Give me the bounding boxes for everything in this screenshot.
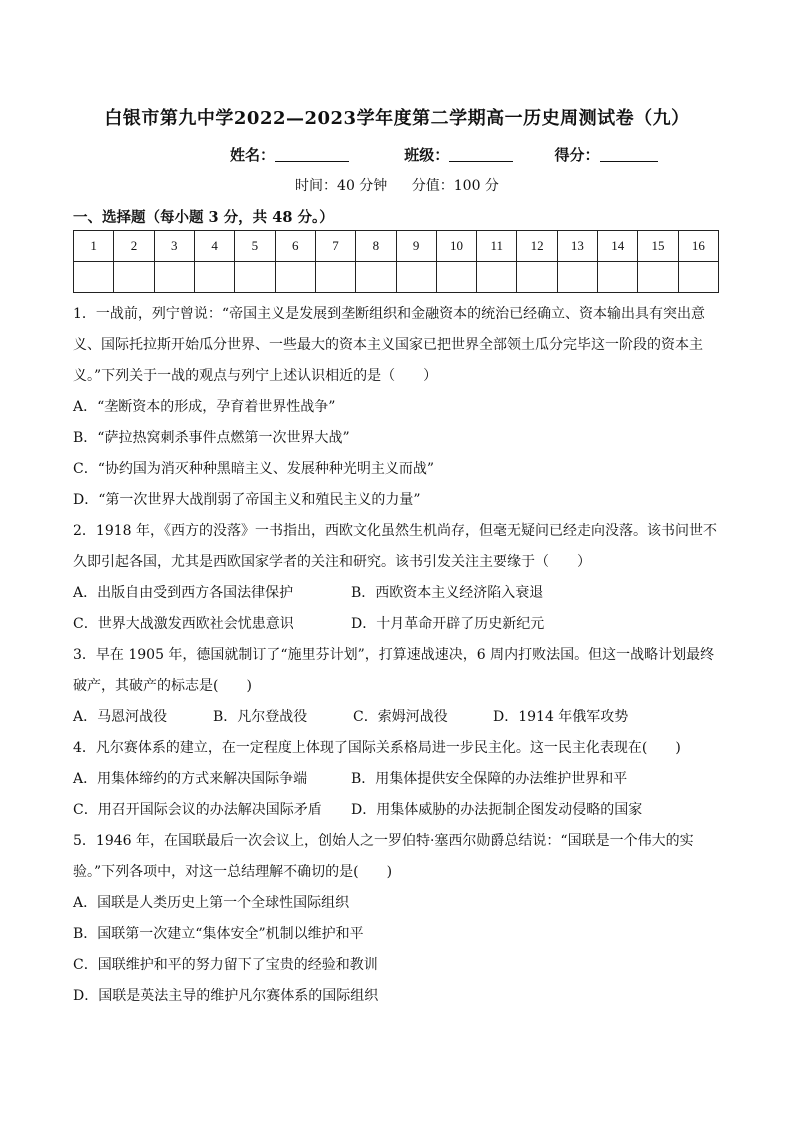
answer-number-cell: 14 [598, 231, 638, 262]
option-b[interactable]: B．“萨拉热窝刺杀事件点燃第一次世界大战” [73, 430, 350, 446]
answer-blank-cell[interactable] [678, 262, 718, 293]
answer-blank-cell[interactable] [356, 262, 396, 293]
answer-number-cell: 8 [356, 231, 396, 262]
answer-number-cell: 12 [517, 231, 557, 262]
answer-blank-row [74, 262, 719, 293]
option-a[interactable]: A．“垄断资本的形成，孕育着世界性战争” [73, 399, 336, 415]
question-stem: 5．1946 年，在国联最后一次会议上，创始人之一罗伯特·塞西尔勋爵总结说：“国联是一个伟大的实验。”下列各项中，对这一总结理解不确切的是( ) [73, 833, 694, 880]
option-row [73, 702, 723, 733]
option-a[interactable]: A．出版自由受到西方各国法律保护 [73, 585, 294, 601]
name-blank[interactable] [275, 148, 349, 162]
option-b[interactable]: B．凡尔登战役 [213, 709, 308, 725]
name-label: 姓名： [230, 146, 276, 164]
answer-blank-cell[interactable] [396, 262, 436, 293]
question-stem: 2．1918 年，《西方的没落》一书指出，西欧文化虽然生机尚存，但毫无疑问已经走向没落。该书问世不久即引起各国，尤其是西欧国家学者的关注和研究。该书引发关注主要缘于（ ） [73, 523, 717, 570]
time-text: 时间：40 分钟 [295, 178, 388, 194]
name-field [230, 144, 349, 165]
class-blank[interactable] [449, 148, 513, 162]
question-2 [73, 516, 723, 640]
exam-title: 白银市第九中学2022—2023学年度第二学期高一历史周测试卷（九） [104, 108, 690, 129]
answer-number-cell: 5 [235, 231, 275, 262]
score-blank[interactable] [600, 148, 658, 162]
option-b[interactable]: B．西欧资本主义经济陷入衰退 [351, 585, 544, 601]
option-d[interactable]: D．“第一次世界大战削弱了帝国主义和殖民主义的力量” [73, 492, 421, 508]
option-b[interactable]: B．国联第一次建立“集体安全”机制以维护和平 [73, 926, 364, 942]
option-c[interactable]: C．“协约国为消灭种种黑暗主义、发展种种光明主义而战” [73, 461, 435, 477]
class-label: 班级： [404, 146, 450, 164]
answer-table [73, 230, 719, 293]
option-row [73, 764, 723, 795]
option-c[interactable]: C．国联维护和平的努力留下了宝贵的经验和教训 [73, 957, 378, 973]
answer-blank-cell[interactable] [74, 262, 114, 293]
points-text: 分值：100 分 [411, 178, 499, 194]
answer-blank-cell[interactable] [154, 262, 194, 293]
question-stem: 3．早在 1905 年，德国就制订了“施里芬计划”，打算速战速决，6 周内打败法国。但这一战略计划最终破产，其破产的标志是( ) [73, 647, 715, 694]
option-d[interactable]: D．1914 年俄军攻势 [493, 709, 629, 725]
answer-number-cell: 11 [477, 231, 517, 262]
answer-number-cell: 6 [275, 231, 315, 262]
answer-number-cell: 9 [396, 231, 436, 262]
option-d[interactable]: D．用集体威胁的办法扼制企图发动侵略的国家 [351, 802, 643, 818]
option-row [73, 578, 723, 609]
question-5 [73, 826, 723, 1012]
option-a[interactable]: A．用集体缔约的方式来解决国际争端 [73, 771, 308, 787]
score-field [555, 144, 658, 165]
answer-number-cell: 16 [678, 231, 718, 262]
section-title: 一、选择题（每小题 3 分，共 48 分。） [73, 209, 334, 226]
option-c[interactable]: C．世界大战激发西欧社会忧患意识 [73, 616, 294, 632]
answer-number-cell: 15 [638, 231, 678, 262]
question-stem: 4．凡尔赛体系的建立，在一定程度上体现了国际关系格局进一步民主化。这一民主化表现在( ) [73, 740, 681, 756]
answer-blank-cell[interactable] [477, 262, 517, 293]
question-4 [73, 733, 723, 826]
answer-number-cell: 7 [315, 231, 355, 262]
answer-number-cell: 1 [74, 231, 114, 262]
option-d[interactable]: D．十月革命开辟了历史新纪元 [351, 616, 545, 632]
class-field [404, 144, 513, 165]
option-c[interactable]: C．索姆河战役 [353, 709, 448, 725]
option-c[interactable]: C．用召开国际会议的办法解决国际矛盾 [73, 802, 322, 818]
student-info-row [230, 144, 694, 165]
question-1 [73, 299, 723, 516]
answer-blank-cell[interactable] [235, 262, 275, 293]
time-points-row [0, 175, 794, 195]
answer-blank-cell[interactable] [275, 262, 315, 293]
answer-blank-cell[interactable] [557, 262, 597, 293]
option-a[interactable]: A．马恩河战役 [73, 709, 168, 725]
answer-number-cell: 3 [154, 231, 194, 262]
answer-blank-cell[interactable] [194, 262, 234, 293]
score-label: 得分： [554, 146, 600, 164]
answer-number-cell: 2 [114, 231, 154, 262]
option-d[interactable]: D．国联是英法主导的维护凡尔赛体系的国际组织 [73, 988, 379, 1004]
answer-number-cell: 10 [436, 231, 476, 262]
question-stem: 1．一战前，列宁曾说：“帝国主义是发展到垄断组织和金融资本的统治已经确立、资本输出具有突出意义、国际托拉斯开始瓜分世界、一些最大的资本主义国家已把世界全部领土瓜分完毕这一阶段的资本主义。”下列关于一战的观点与列宁上述认识相近的是（ ） [73, 306, 706, 384]
answer-number-cell: 13 [557, 231, 597, 262]
option-b[interactable]: B．用集体提供安全保障的办法维护世界和平 [351, 771, 628, 787]
answer-blank-cell[interactable] [315, 262, 355, 293]
question-3 [73, 640, 723, 733]
answer-number-row [74, 231, 719, 262]
answer-blank-cell[interactable] [114, 262, 154, 293]
answer-blank-cell[interactable] [598, 262, 638, 293]
answer-blank-cell[interactable] [436, 262, 476, 293]
option-row [73, 609, 723, 640]
answer-blank-cell[interactable] [517, 262, 557, 293]
option-row [73, 795, 723, 826]
questions-body [73, 299, 723, 1012]
answer-blank-cell[interactable] [638, 262, 678, 293]
answer-number-cell: 4 [194, 231, 234, 262]
option-a[interactable]: A．国联是人类历史上第一个全球性国际组织 [73, 895, 350, 911]
